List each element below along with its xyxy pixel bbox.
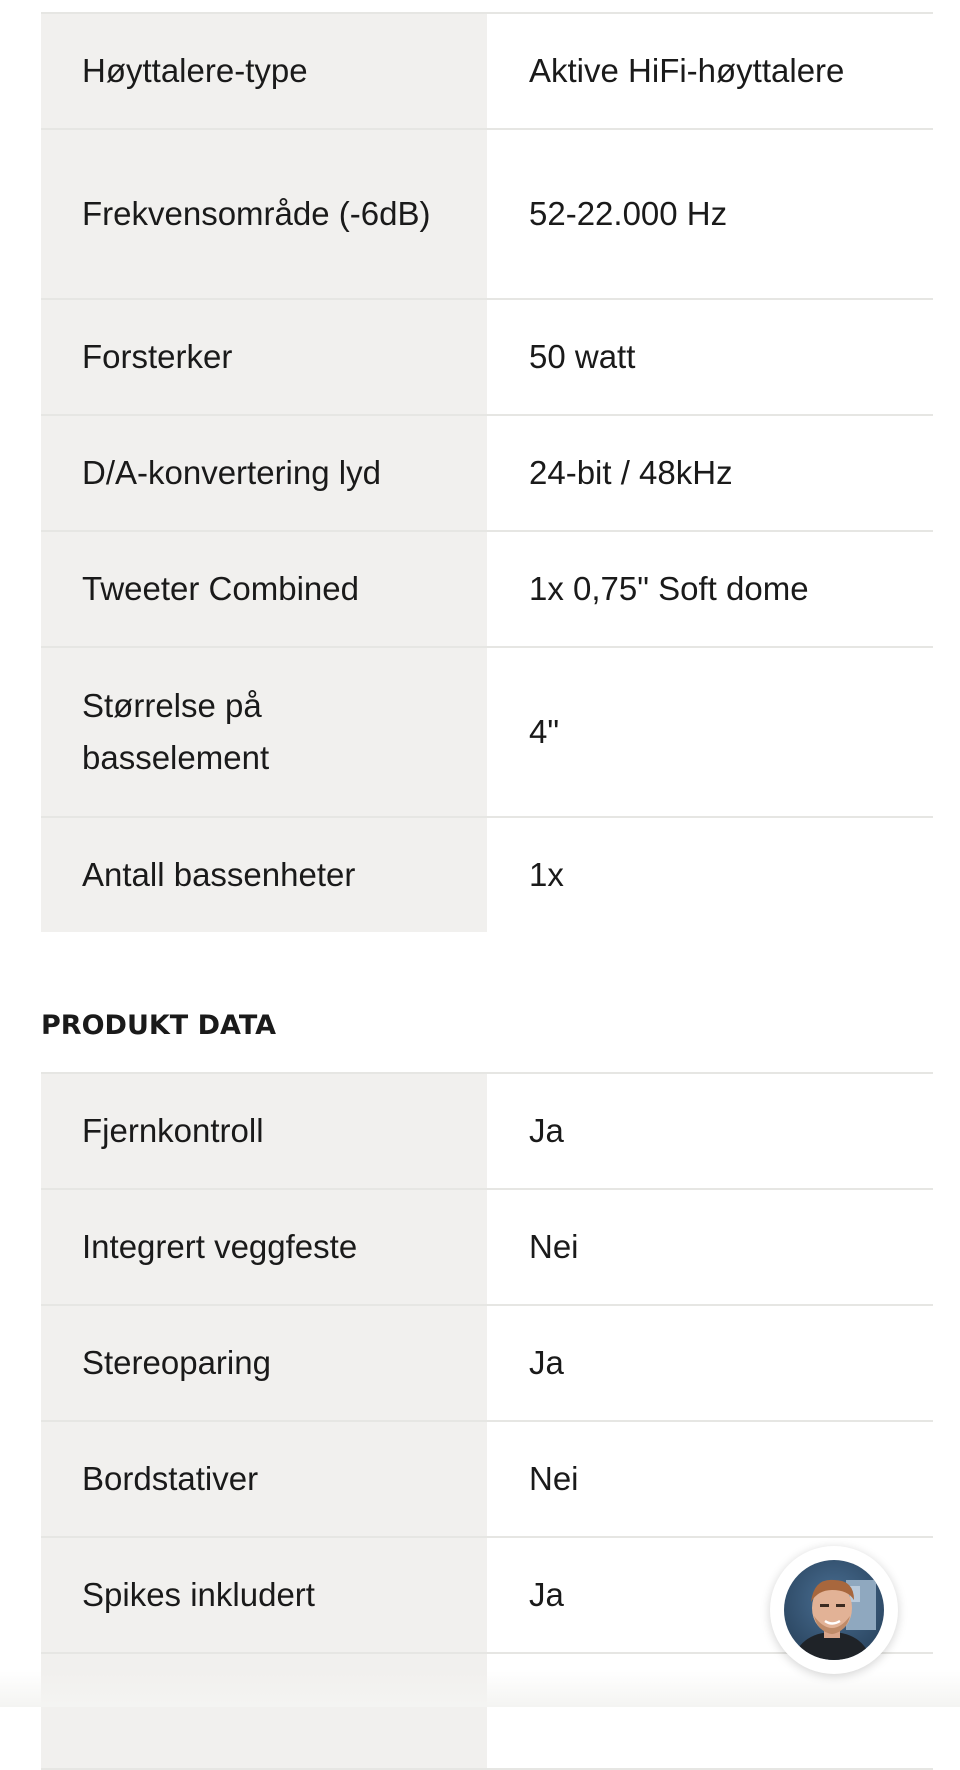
chat-avatar-button[interactable] xyxy=(770,1546,898,1674)
spec-value: Ja xyxy=(487,1074,933,1188)
table-row xyxy=(41,818,933,932)
spec-value: Nei xyxy=(487,1422,933,1536)
table-row xyxy=(41,1074,933,1190)
spec-label: Stereoparing xyxy=(41,1306,487,1420)
spec-label: Størrelse på basselement xyxy=(41,648,487,816)
table-row xyxy=(41,532,933,648)
spec-label: D/A-konvertering lyd xyxy=(41,416,487,530)
spec-value: 24-bit / 48kHz xyxy=(487,416,933,530)
table-row xyxy=(41,1306,933,1422)
table-row xyxy=(41,14,933,130)
table-row xyxy=(41,648,933,818)
table-row xyxy=(41,300,933,416)
table-row xyxy=(41,416,933,532)
product-data-table xyxy=(41,1072,933,1770)
spec-label: Frekvensområde (-6dB) xyxy=(41,130,487,298)
spec-label: Tweeter Combined xyxy=(41,532,487,646)
spec-label: Antall bassenheter xyxy=(41,818,487,932)
specs-table xyxy=(41,12,933,932)
spec-label: Forsterker xyxy=(41,300,487,414)
spec-label: Høyttalere-type xyxy=(41,14,487,128)
spec-label: Spikes inkludert xyxy=(41,1538,487,1652)
spec-value: Aktive HiFi-høyttalere xyxy=(487,14,933,128)
table-row xyxy=(41,1422,933,1538)
spec-value: Nei xyxy=(487,1190,933,1304)
spec-value: 4" xyxy=(487,648,933,816)
bottom-fade xyxy=(0,1671,960,1707)
spec-value: 1x 0,75" Soft dome xyxy=(487,532,933,646)
spec-value: Ja xyxy=(487,1306,933,1420)
spec-label: Integrert veggfeste xyxy=(41,1190,487,1304)
person-avatar-icon xyxy=(784,1560,884,1660)
section-title: PRODUKT DATA xyxy=(41,1010,277,1041)
spec-value: Ja xyxy=(487,1538,933,1652)
table-row xyxy=(41,130,933,300)
spec-label: Fjernkontroll xyxy=(41,1074,487,1188)
spec-value: 1x xyxy=(487,818,933,932)
spec-label: Bordstativer xyxy=(41,1422,487,1536)
spec-value: 50 watt xyxy=(487,300,933,414)
spec-value: 52-22.000 Hz xyxy=(487,130,933,298)
table-row xyxy=(41,1190,933,1306)
